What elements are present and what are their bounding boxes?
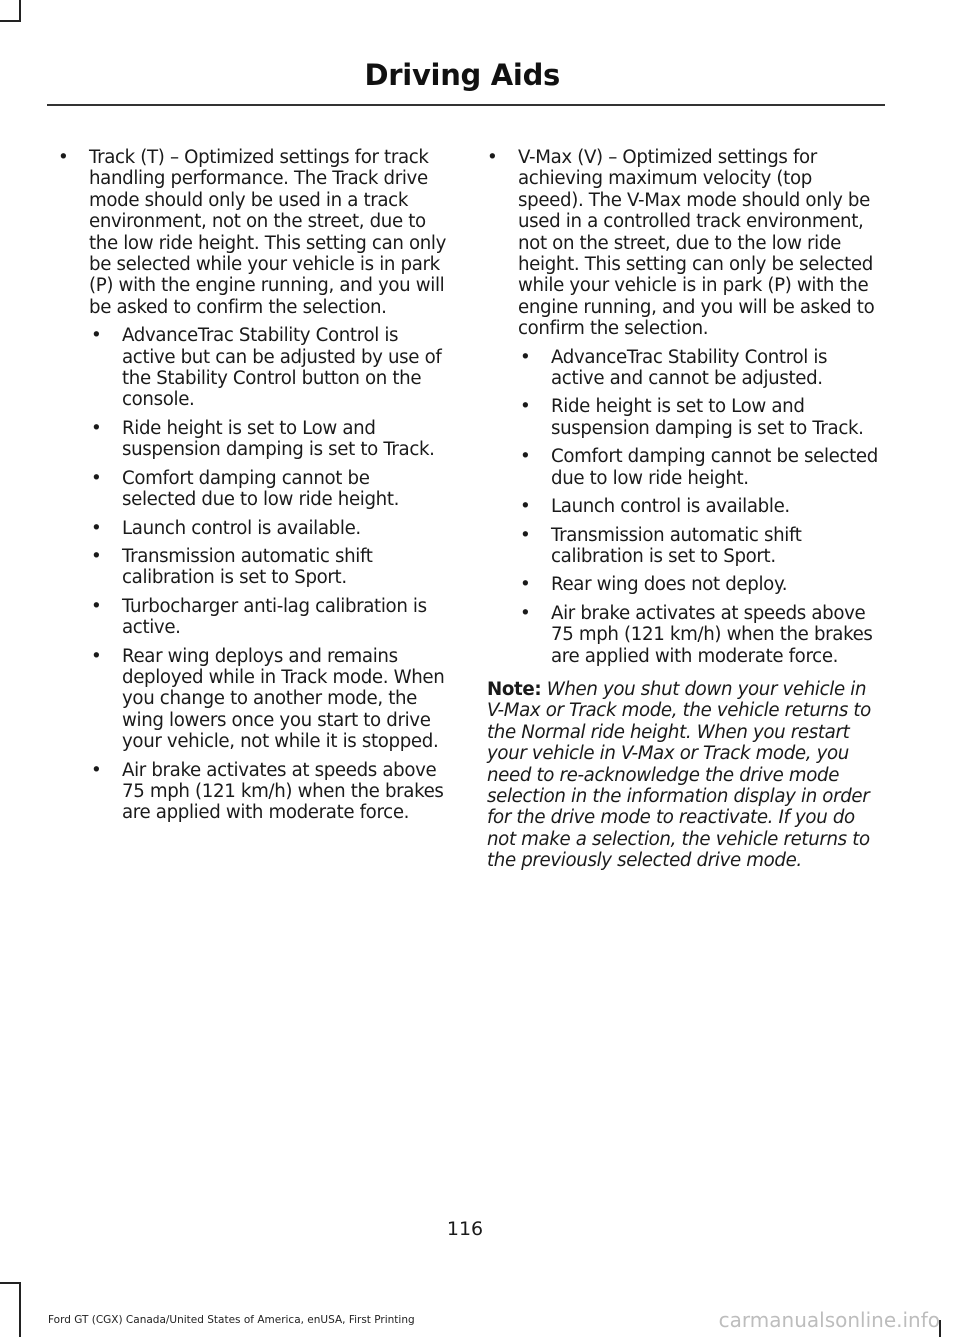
crop-mark bbox=[19, 0, 21, 22]
crop-mark bbox=[19, 1282, 21, 1337]
bullet: • bbox=[520, 346, 531, 368]
sub-list-item-text: Transmission automatic shift calibration is set to Sport. bbox=[122, 545, 373, 589]
sub-list-item bbox=[58, 646, 448, 753]
page-title: Driving Aids bbox=[364, 58, 560, 92]
bullet: • bbox=[520, 524, 531, 546]
bullet: • bbox=[91, 645, 102, 667]
note-text: When you shut down your vehicle in V-Max or Track mode, the vehicle returns to the Normal ride height. When you restart your vehicle in V-Max or Track mode, you need to re-acknowledge the drive mode selection in the information display in order for the drive mode to reactivate. If you do not make a selection, the vehicle returns to the previously selected drive mode. bbox=[487, 678, 871, 872]
track-mode-description: Track (T) – Optimized settings for track handling performance. The Track drive mode should only be used in a track environment, not on the street, due to the low ride height. This setting can only be selected while your vehicle is in park (P) with the engine running, and you will be asked to confirm the selection. bbox=[89, 147, 447, 318]
sub-list-item bbox=[487, 574, 881, 595]
sub-list-item-text: Launch control is available. bbox=[551, 496, 790, 518]
track-mode-sublist bbox=[58, 325, 448, 824]
sub-list-item-text: AdvanceTrac Stability Control is active and cannot be adjusted. bbox=[551, 346, 828, 390]
sub-list-item-text: Launch control is available. bbox=[122, 517, 361, 539]
sub-list-item bbox=[487, 525, 881, 568]
sub-list-item bbox=[58, 418, 448, 461]
sub-list-item bbox=[58, 760, 448, 824]
footer-text: Ford GT (CGX) Canada/United States of America, enUSA, First Printing bbox=[48, 1314, 415, 1326]
crop-mark bbox=[0, 20, 21, 22]
vmax-mode-description: V-Max (V) – Optimized settings for achieving maximum velocity (top speed). The V-Max mode should only be used in a controlled track environment, not on the street, due to the low ride height. This setting can only be selected while your vehicle is in park (P) with the engine running, and you will be asked to confirm the selection. bbox=[518, 147, 875, 340]
sub-list-item-text: Comfort damping cannot be selected due to low ride height. bbox=[122, 467, 400, 511]
note-label: Note: bbox=[487, 678, 542, 700]
bullet: • bbox=[91, 467, 102, 489]
sub-list-item bbox=[487, 496, 881, 517]
header-divider bbox=[47, 104, 885, 106]
bullet: • bbox=[520, 496, 531, 518]
bullet: • bbox=[91, 517, 102, 539]
watermark: carmanualsonline.info bbox=[718, 1308, 940, 1332]
sub-list-item bbox=[58, 596, 448, 639]
sub-list-item-text: Comfort damping cannot be selected due to low ride height. bbox=[551, 446, 878, 489]
crop-mark bbox=[0, 1282, 21, 1284]
bullet: • bbox=[91, 595, 102, 617]
right-column bbox=[487, 147, 881, 872]
bullet: • bbox=[520, 446, 531, 468]
list-item-track-mode bbox=[58, 147, 448, 318]
sub-list-item bbox=[58, 546, 448, 589]
sub-list-item-text: Turbocharger anti-lag calibration is active. bbox=[122, 595, 427, 639]
page-number: 116 bbox=[446, 1218, 484, 1240]
vmax-mode-sublist bbox=[487, 347, 881, 667]
bullet: • bbox=[91, 545, 102, 567]
sub-list-item-text: Rear wing deploys and remains deployed while in Track mode. When you change to another mode, the wing lowers once you start to drive your vehicle, not while it is stopped. bbox=[122, 645, 445, 753]
list-item-vmax-mode bbox=[487, 147, 881, 340]
bullet: • bbox=[91, 417, 102, 439]
sub-list-item-text: Air brake activates at speeds above 75 mph (121 km/h) when the brakes are applied with moderate force. bbox=[122, 759, 444, 824]
sub-list-item-text: Rear wing does not deploy. bbox=[551, 574, 788, 596]
bullet: • bbox=[487, 147, 498, 168]
sub-list-item-text: Ride height is set to Low and suspension damping is set to Track. bbox=[551, 396, 864, 439]
sub-list-item bbox=[487, 347, 881, 390]
bullet: • bbox=[520, 574, 531, 596]
sub-list-item-text: Ride height is set to Low and suspension damping is set to Track. bbox=[122, 417, 435, 461]
bullet: • bbox=[91, 325, 102, 347]
note-paragraph bbox=[487, 679, 881, 872]
sub-list-item bbox=[58, 468, 448, 511]
bullet: • bbox=[520, 602, 531, 624]
sub-list-item bbox=[58, 518, 448, 539]
sub-list-item bbox=[487, 396, 881, 439]
sub-list-item bbox=[58, 325, 448, 411]
bullet: • bbox=[520, 396, 531, 418]
bullet: • bbox=[91, 759, 102, 781]
sub-list-item bbox=[487, 603, 881, 667]
sub-list-item bbox=[487, 446, 881, 489]
left-column bbox=[58, 147, 448, 831]
sub-list-item-text: Air brake activates at speeds above 75 mph (121 km/h) when the brakes are applied with moderate force. bbox=[551, 602, 873, 667]
bullet: • bbox=[58, 147, 69, 168]
sub-list-item-text: AdvanceTrac Stability Control is active but can be adjusted by use of the Stability Control button on the console. bbox=[122, 325, 442, 411]
sub-list-item-text: Transmission automatic shift calibration is set to Sport. bbox=[551, 524, 802, 567]
